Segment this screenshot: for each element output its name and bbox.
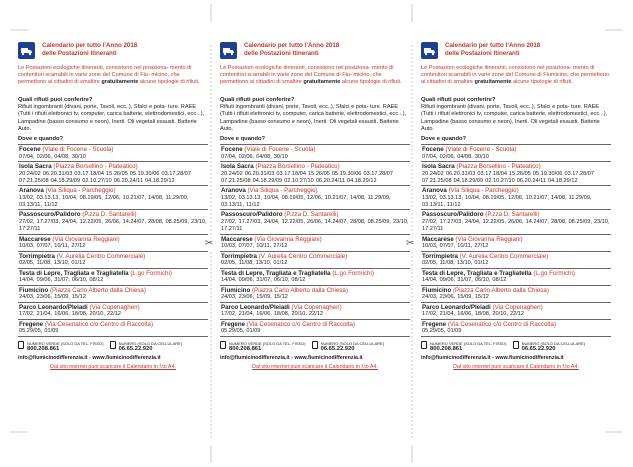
panel-title (42, 42, 137, 57)
location-name: Isola Sacra (Piazza Borsellino - Plateatico) (19, 163, 138, 170)
location-dates: 24/03, 23/06, 15/09, 15/12 (19, 294, 86, 301)
location-dates: 14/04, 09/06, 31/07, 06/10, 08/12 (422, 277, 507, 284)
where-when-heading: Dove e quando? (421, 136, 467, 142)
location-dates: 14/04, 09/06, 31/07, 06/10, 08/12 (19, 277, 104, 284)
contacts (18, 341, 208, 353)
title-line-1: Calendario per tutto l’Anno 2018 (244, 42, 340, 50)
location-name: Torrimpietra (V. Aurelia Centro Commerciale) (422, 252, 549, 260)
title-line-1: Calendario per tutto l’Anno 2018 (445, 42, 541, 50)
schedule-row (18, 186, 208, 210)
title-line-2: delle Postazioni Itineranti (445, 50, 520, 57)
mobile-contact: NUMERO (SOLO DA CELLULARE) 06.65.22.920 (513, 341, 586, 353)
mobile-contact: NUMERO (SOLO DA CELLULARE) 06.65.22.920 (110, 341, 183, 353)
location-name: Maccarese (Via Giovanna Reggiani) (422, 235, 523, 243)
landline-contact: NUMERO VERDE (SOLO DA TEL. FISSO) 800.208.861 (220, 341, 306, 353)
scissors-icon: ✂ (406, 238, 415, 249)
download-note-link[interactable]: Dal sito internet puoi scaricare il Calendario in f.to A4. (453, 363, 579, 370)
schedule-row (220, 162, 410, 186)
schedule-row (18, 286, 208, 303)
location-name: Testa di Lepre, Tragliata e Tragliatella (L.go Formichi) (221, 269, 374, 277)
location-dates: 27/02, 17.27/03, 24/04, 12.22/05, 26/06, 14.24/07, 28/08, 08.25/09, 23/10, 17.27/11 (19, 219, 207, 233)
what-question: Quali rifiuti puoi conferire? (421, 97, 496, 103)
location-name: Parco Leonardo/Pleiadi (Via Copenaghen) (422, 303, 543, 311)
location-dates: 13/02, 03.13.13, 10/04, 08.19/05, 12/06, 10.21/07, 14/08, 11.29/09, 03.13/11, 11/12 (19, 195, 189, 209)
leaflet-panel-3 (421, 38, 611, 458)
schedule-row (421, 269, 611, 286)
schedule-row (220, 210, 410, 234)
phone-icon (18, 341, 24, 349)
schedule-row (18, 210, 208, 234)
location-name: Fiumicino (Piazza Carlo Alberto dalla Chiesa) (19, 286, 146, 294)
location-dates: 24/03, 23/06, 15/09, 15/12 (221, 294, 288, 301)
location-name: Maccarese (Via Giovanna Reggiani) (19, 235, 120, 243)
title-line-2: delle Postazioni Itineranti (244, 50, 319, 57)
location-dates: 17/02, 21/04, 16/06, 18/08, 20/10, 22/12 (19, 311, 122, 318)
phone-icon (421, 341, 427, 349)
schedule-row (18, 320, 208, 337)
what-question: Quali rifiuti puoi conferire? (18, 97, 93, 103)
schedule-row (421, 210, 611, 234)
schedule-row (220, 269, 410, 286)
schedule-row (421, 186, 611, 210)
location-dates: 20.24/02 06.20.31/03 03.17.18/04 15.26/05 05.19.30/06 03.17.28/07 07.21.25/08 04.18.29/09 02.10.27/10 06.20.24/11 04.18.29/12 (19, 170, 192, 184)
mobile-phone-icon (312, 341, 318, 349)
mobile-phone-icon (110, 341, 116, 349)
location-dates: 07/04, 02/06, 04/08, 30/10 (221, 153, 288, 160)
email-website[interactable]: info@fiumicinodifferenzia.it - www.fiumicinodifferenzia.it (18, 354, 161, 361)
location-name: Parco Leonardo/Pleiadi (Via Copenaghen) (221, 303, 342, 311)
panel-header (421, 38, 611, 62)
contacts (220, 341, 410, 353)
location-dates: 05.29/05, 01/09 (221, 328, 261, 335)
location-name: Fregene (Via Cesenatico c/o Centro di Raccolta) (221, 320, 356, 328)
panel-title (445, 42, 540, 57)
what-answer: Rifiuti ingombranti (divani, porte, Tavoli, ecc..), Sfalci e pota- ture. RAEE (Tutti i rifiuti elettronici tv, computer, carica batterie, elettrodomestici, ecc...), Lampadine (basso consumo e neon), Inerti. Oli vegetali esausti. Batterie Auto. (220, 104, 407, 133)
schedule-row (421, 145, 611, 162)
mobile-contact: NUMERO (SOLO DA CELLULARE) 06.65.22.920 (312, 341, 385, 353)
location-name: Torrimpietra (V. Aurelia Centro Commerciale) (221, 252, 348, 260)
location-dates: 10/03, 07/07, 10/11, 27/12 (19, 243, 86, 250)
schedule-row (220, 320, 410, 337)
location-dates: 27/02, 17.27/03, 24/04, 12.22/05, 26/06, 14.24/07, 28/08, 08.25/09, 23/10, 17.27/11 (422, 219, 610, 233)
what-question: Quali rifiuti puoi conferire? (220, 97, 295, 103)
location-name: Focene (Viale di Focene - Scuola) (221, 146, 316, 153)
intro-text: Le Postazioni ecologiche itineranti, consistono nel posiziona- mento di contenitori scarrabili in varie zone del Comune di Fiu- micino, che permettono ai cittadini di smaltire gratuitamente alcune tipologie di rifiuti. (18, 65, 200, 86)
scissors-icon: ✂ (205, 238, 214, 249)
what-answer: Rifiuti ingombranti (divani, porte, Tavoli, ecc..), Sfalci e pota- ture. RAEE (Tutti i rifiuti elettronici tv, computer, carica batterie, elettrodomestici, ecc...), Lampadine (basso consumo e neon), Inerti. Oli vegetali esausti. Batterie Auto. (18, 104, 205, 133)
panel-header (18, 38, 208, 62)
email-website[interactable]: info@fiumicinodifferenzia.it - www.fiumicinodifferenzia.it (220, 354, 363, 361)
location-name: Focene (Viale di Focene - Scuola) (19, 146, 114, 153)
schedule-row (220, 303, 410, 320)
location-name: Focene (Viale di Focene - Scuola) (422, 146, 517, 153)
download-note-link[interactable]: Dal sito internet puoi scaricare il Calendario in f.to A4. (50, 363, 176, 370)
location-dates: 20.24/02 06.20.31/03 03.17.18/04 15.26/05 05.19.30/06 03.17.28/07 07.21.25/08 04.18.29/09 02.10.27/10 06.20.24/11 04.18.29/12 (422, 170, 595, 184)
location-dates: 02/05, 11/08, 13/10, 01/12 (422, 260, 489, 267)
location-dates: 17/02, 21/04, 16/06, 18/08, 20/10, 22/12 (221, 311, 324, 318)
location-name: Fregene (Via Cesenatico c/o Centro di Raccolta) (19, 320, 154, 328)
location-dates: 17/02, 21/04, 16/06, 18/08, 20/10, 22/12 (422, 311, 525, 318)
location-dates: 02/05, 11/08, 13/10, 01/12 (19, 260, 86, 267)
location-dates: 24/03, 23/06, 15/09, 15/12 (422, 294, 489, 301)
schedule-row (421, 320, 611, 337)
location-name: Parco Leonardo/Pleiadi (Via Copenaghen) (19, 303, 140, 311)
schedule-table (18, 144, 208, 337)
landline-contact: NUMERO VERDE (SOLO DA TEL. FISSO) 800.208.861 (421, 341, 507, 353)
phone-icon (220, 341, 226, 349)
panel-title (244, 42, 339, 57)
location-name: Aranova (Via Siliqua - Parcheggio) (19, 187, 116, 195)
title-line-1: Calendario per tutto l’Anno 2018 (42, 42, 138, 50)
schedule-row (220, 252, 410, 269)
location-name: Torrimpietra (V. Aurelia Centro Commerciale) (19, 252, 146, 260)
location-name: Fiumicino (Piazza Carlo Alberto dalla Chiesa) (422, 286, 549, 294)
location-dates: 07/04, 02/06, 04/08, 30/10 (19, 153, 86, 160)
location-dates: 05.29/05, 01/09 (19, 328, 59, 335)
location-dates: 14/04, 09/06, 31/07, 06/10, 08/12 (221, 277, 306, 284)
schedule-table (220, 144, 410, 337)
location-name: Aranova (Via Siliqua - Parcheggio) (422, 187, 519, 195)
schedule-row (18, 269, 208, 286)
leaflet-panel-2 (220, 38, 410, 458)
location-name: Fiumicino (Piazza Carlo Alberto dalla Chiesa) (221, 286, 348, 294)
schedule-row (18, 235, 208, 252)
location-name: Maccarese (Via Giovanna Reggiani) (221, 235, 322, 243)
where-when-heading: Dove e quando? (220, 136, 266, 142)
title-line-2: delle Postazioni Itineranti (42, 50, 117, 57)
email-website[interactable]: info@fiumicinodifferenzia.it - www.fiumicinodifferenzia.it (421, 354, 564, 361)
location-name: Passoscuro/Palidoro (P.zza D. Santarelli) (422, 211, 540, 219)
location-name: Testa di Lepre, Tragliata e Tragliatella (L.go Formichi) (19, 269, 172, 277)
location-name: Fregene (Via Cesenatico c/o Centro di Raccolta) (422, 320, 557, 328)
intro-text: Le Postazioni ecologiche itineranti, consistono nel posiziona- mento di contenitori scarrabili in varie zone del Comune di Fiumicino, che permettono ai cittadini di smaltire gratuitamente alcune tipologie di rifiuti. (421, 65, 610, 86)
intro-text: Le Postazioni ecologiche itineranti, consistono nel posiziona- mento di contenitori scarrabili in varie zone del Comune di Fiu- micino, che permettono ai cittadini di smaltire gratuitamente alcune tipologie di rifiuti. (220, 65, 402, 86)
location-name: Isola Sacra (Piazza Borsellino - Plateatico) (422, 163, 541, 170)
location-dates: 10/03, 07/07, 10/11, 27/12 (422, 243, 489, 250)
schedule-table (421, 144, 611, 337)
schedule-row (220, 286, 410, 303)
schedule-row (421, 303, 611, 320)
location-dates: 13/02, 03.13.13, 10/04, 08.19/05, 12/06, 10.21/07, 14/08, 11.29/09, 03.13/11, 11/12 (221, 195, 391, 209)
location-name: Isola Sacra (Piazza Borsellino - Plateatico) (221, 163, 340, 170)
location-dates: 05.29/05, 01/09 (422, 328, 462, 335)
truck-icon (18, 42, 35, 59)
schedule-row (220, 186, 410, 210)
location-dates: 02/05, 11/08, 13/10, 01/12 (221, 260, 288, 267)
schedule-row (421, 286, 611, 303)
location-dates: 27/02, 17.27/03, 24/04, 12.22/05, 26/06, 14.24/07, 28/08, 08.25/09, 23/10, 17.27/11 (221, 219, 409, 233)
location-name: Testa di Lepre, Tragliata e Tragliatella (L.go Formichi) (422, 269, 575, 277)
panel-header (220, 38, 410, 62)
mobile-phone-icon (513, 341, 519, 349)
contacts (421, 341, 611, 353)
location-name: Passoscuro/Palidoro (P.zza D. Santarelli) (221, 211, 339, 219)
schedule-row (421, 252, 611, 269)
location-dates: 13/02, 03.13.13, 10/04, 08.19/05, 12/06, 10.21/07, 14/08, 11.29/09, 03.13/11, 11/12 (422, 195, 592, 209)
location-dates: 10/03, 07/07, 10/11, 27/12 (221, 243, 288, 250)
leaflet-panel-1 (18, 38, 208, 458)
schedule-row (421, 235, 611, 252)
location-name: Passoscuro/Palidoro (P.zza D. Santarelli) (19, 211, 137, 219)
truck-icon (220, 42, 237, 59)
schedule-row (18, 303, 208, 320)
schedule-row (421, 162, 611, 186)
schedule-row (220, 235, 410, 252)
what-answer: Rifiuti ingombranti (divani, porte, Tavoli, ecc..), Sfalci e pota- ture. RAEE (Tutti i rifiuti elettronici tv, computer, carica batterie, elettrodomestici, ecc...), Lampadine (basso consumo e neon), Inerti. Oli vegetali esausti. Batterie Auto. (421, 104, 608, 133)
where-when-heading: Dove e quando? (18, 136, 64, 142)
landline-contact: NUMERO VERDE (SOLO DA TEL. FISSO) 800.208.861 (18, 341, 104, 353)
location-dates: 20.24/02 06.20.31/03 03.17.18/04 15.26/05 05.19.30/06 03.17.28/07 07.21.25/08 04.18.29/09 02.10.27/10 06.20.24/11 04.18.29/12 (221, 170, 394, 184)
download-note-link[interactable]: Dal sito internet puoi scaricare il Calendario in f.to A4. (252, 363, 378, 370)
location-name: Aranova (Via Siliqua - Parcheggio) (221, 187, 318, 195)
schedule-row (18, 252, 208, 269)
schedule-row (18, 145, 208, 162)
schedule-row (220, 145, 410, 162)
location-dates: 07/04, 02/06, 04/08, 30/10 (422, 153, 489, 160)
schedule-row (18, 162, 208, 186)
truck-icon (421, 42, 438, 59)
